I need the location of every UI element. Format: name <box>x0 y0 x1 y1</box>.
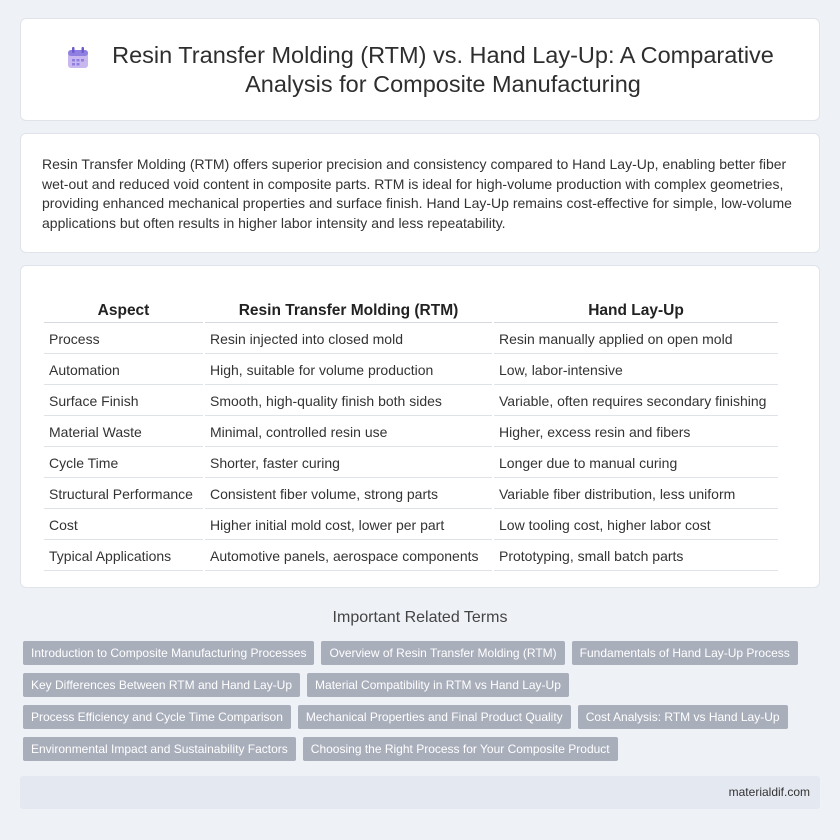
table-cell: Variable, often requires secondary finishing <box>494 387 778 416</box>
related-term-tag[interactable]: Mechanical Properties and Final Product Quality <box>298 705 571 729</box>
table-row <box>44 418 778 447</box>
table-cell: Higher initial mold cost, lower per part <box>205 511 492 540</box>
footer <box>20 776 820 809</box>
table-row <box>44 356 778 385</box>
table-cell: Resin manually applied on open mold <box>494 325 778 354</box>
column-header-hand-layup: Hand Lay-Up <box>494 298 778 323</box>
table-cell: Typical Applications <box>44 542 203 571</box>
table-cell: Structural Performance <box>44 480 203 509</box>
table-cell: Smooth, high-quality finish both sides <box>205 387 492 416</box>
table-cell: Process <box>44 325 203 354</box>
related-term-tag[interactable]: Fundamentals of Hand Lay-Up Process <box>572 641 798 665</box>
table-cell: Prototyping, small batch parts <box>494 542 778 571</box>
comparison-table-card <box>20 265 820 588</box>
table-cell: Surface Finish <box>44 387 203 416</box>
table-cell: High, suitable for volume production <box>205 356 492 385</box>
tag-row <box>23 737 823 761</box>
table-row <box>44 325 778 354</box>
table-cell: Variable fiber distribution, less uniform <box>494 480 778 509</box>
table-cell: Shorter, faster curing <box>205 449 492 478</box>
page-title: Resin Transfer Molding (RTM) vs. Hand Lay-Up: A Comparative Analysis for Composite Manufacturing <box>112 41 774 97</box>
tag-row <box>23 673 823 697</box>
table-row <box>44 480 778 509</box>
table-cell: Material Waste <box>44 418 203 447</box>
footer-site-link[interactable]: materialdif.com <box>728 785 810 799</box>
related-terms-list <box>23 641 823 769</box>
title-card <box>20 18 820 121</box>
related-term-tag[interactable]: Material Compatibility in RTM vs Hand Lay-Up <box>307 673 569 697</box>
column-header-aspect: Aspect <box>44 298 203 323</box>
table-cell: Longer due to manual curing <box>494 449 778 478</box>
table-row <box>44 449 778 478</box>
related-term-tag[interactable]: Choosing the Right Process for Your Composite Product <box>303 737 618 761</box>
related-term-tag[interactable]: Cost Analysis: RTM vs Hand Lay-Up <box>578 705 788 729</box>
summary-paragraph: Resin Transfer Molding (RTM) offers superior precision and consistency compared to Hand Lay-Up, enabling better fiber wet-out and reduced void content in composite parts. RTM is ideal for high-volume production with complex geometries, providing enhanced mechanical properties and surface finish. Hand Lay-Up remains cost-effective for simple, low-volume applications but often results in higher labor intensity and less repeatability. <box>42 156 792 231</box>
table-row <box>44 387 778 416</box>
table-cell: Cycle Time <box>44 449 203 478</box>
table-row <box>44 542 778 571</box>
summary-card <box>20 133 820 253</box>
related-terms-heading: Important Related Terms <box>332 609 508 626</box>
table-cell: Consistent fiber volume, strong parts <box>205 480 492 509</box>
table-cell: Minimal, controlled resin use <box>205 418 492 447</box>
table-cell: Low, labor-intensive <box>494 356 778 385</box>
column-header-rtm: Resin Transfer Molding (RTM) <box>205 298 492 323</box>
related-term-tag[interactable]: Key Differences Between RTM and Hand Lay-Up <box>23 673 300 697</box>
table-header-row <box>44 298 778 323</box>
table-cell: Automotive panels, aerospace components <box>205 542 492 571</box>
table-cell: Higher, excess resin and fibers <box>494 418 778 447</box>
table-row <box>44 511 778 540</box>
table-cell: Low tooling cost, higher labor cost <box>494 511 778 540</box>
related-term-tag[interactable]: Process Efficiency and Cycle Time Comparison <box>23 705 291 729</box>
table-cell: Automation <box>44 356 203 385</box>
related-term-tag[interactable]: Overview of Resin Transfer Molding (RTM) <box>321 641 564 665</box>
related-term-tag[interactable]: Environmental Impact and Sustainability Factors <box>23 737 296 761</box>
tag-row <box>23 641 823 665</box>
table-cell: Cost <box>44 511 203 540</box>
tag-row <box>23 705 823 729</box>
comparison-table <box>42 296 780 573</box>
table-cell: Resin injected into closed mold <box>205 325 492 354</box>
related-term-tag[interactable]: Introduction to Composite Manufacturing Processes <box>23 641 314 665</box>
